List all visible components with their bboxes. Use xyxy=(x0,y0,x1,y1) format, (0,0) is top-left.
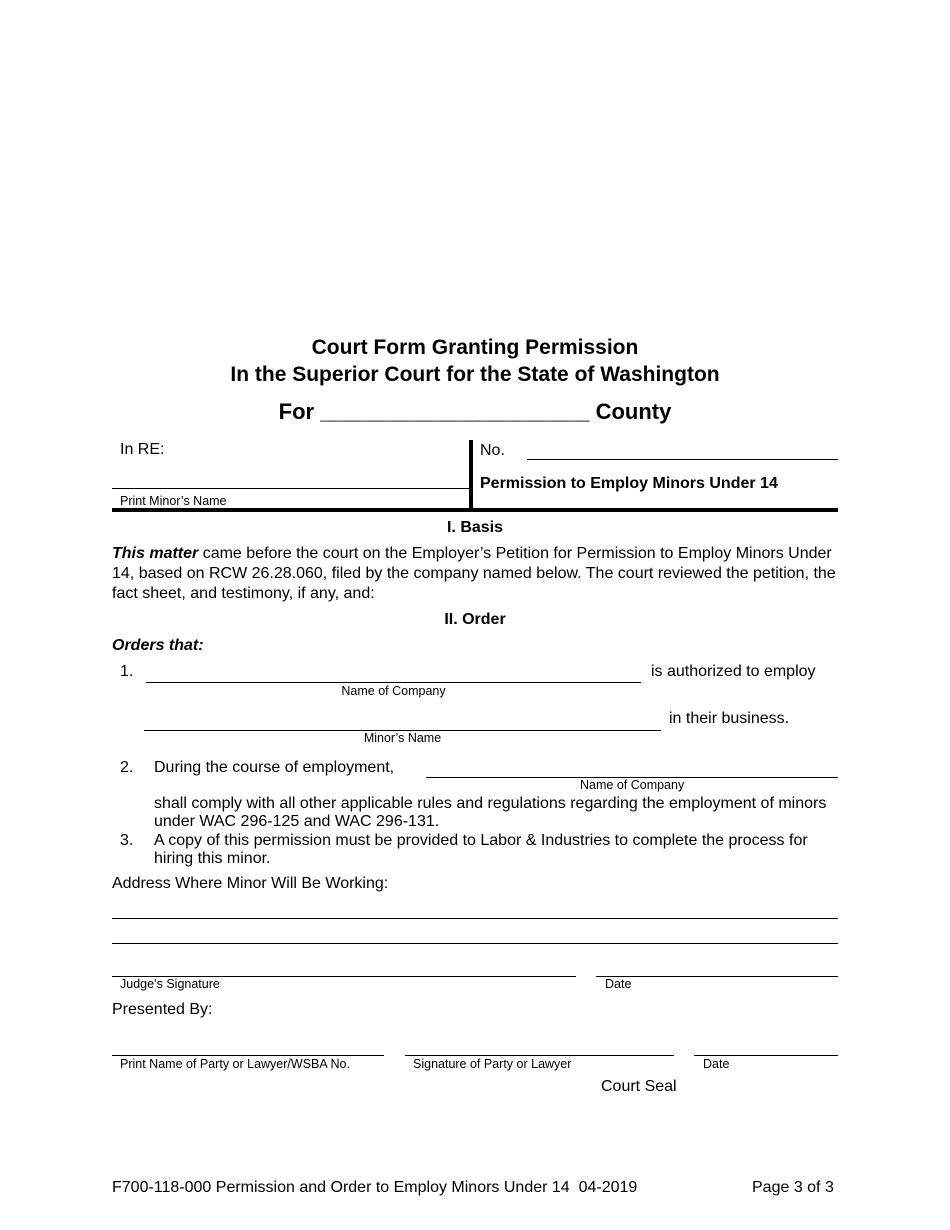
item1-company-line[interactable] xyxy=(146,682,641,683)
item1-minor-caption: Minor’s Name xyxy=(363,731,442,745)
basis-text: came before the court on the Employer’s Petition for Permission to Employ Minors Under 14, based on RCW 26.28.060, filed by the company named below. The court reviewed the petition, the fact sheet, and testimony, if any, and: xyxy=(112,545,836,602)
county-prefix: For xyxy=(278,399,315,424)
court-seal-label: Court Seal xyxy=(601,1078,677,1095)
footer-page-number: Page 3 of 3 xyxy=(752,1179,834,1196)
judge-date-line[interactable] xyxy=(596,976,838,977)
party-date-caption: Date xyxy=(703,1057,730,1071)
minor-name-caption: Print Minor’s Name xyxy=(120,494,227,508)
county-line xyxy=(0,399,950,425)
caption-divider xyxy=(469,440,473,510)
in-re-label: In RE: xyxy=(120,441,165,458)
item2-continue: shall comply with all other applicable rules and regulations regarding the employment of minors under WAC 296-125 and WAC 296-131. xyxy=(154,795,827,830)
orders-that-label: Orders that: xyxy=(112,637,204,654)
item3-text: A copy of this permission must be provided to Labor & Industries to complete the process for hiring this minor. xyxy=(154,832,808,867)
item1-tail: is authorized to employ xyxy=(651,663,816,680)
judge-signature-caption: Judge’s Signature xyxy=(120,977,220,991)
order-heading: II. Order xyxy=(444,611,506,628)
party-signature-caption: Signature of Party or Lawyer xyxy=(413,1057,572,1071)
caption-bottom-rule xyxy=(112,508,838,512)
item2-number: 2. xyxy=(120,759,134,776)
party-signature-line[interactable] xyxy=(405,1055,674,1056)
item2-company-caption: Name of Company xyxy=(580,778,685,792)
item1-company-caption: Name of Company xyxy=(341,684,446,698)
party-name-caption: Print Name of Party or Lawyer/WSBA No. xyxy=(120,1057,350,1071)
item1-line2-tail: in their business. xyxy=(669,710,790,727)
county-suffix: County xyxy=(595,399,672,424)
minor-name-line[interactable] xyxy=(112,488,469,489)
footer-form-id: F700-118-000 Permission and Order to Employ Minors Under 14 04-2019 xyxy=(112,1179,638,1196)
county-blank[interactable]: ______________________ xyxy=(320,399,590,424)
presented-by-label: Presented By: xyxy=(112,1001,213,1018)
item3-number: 3. xyxy=(120,832,134,849)
case-title: Permission to Employ Minors Under 14 xyxy=(480,475,778,492)
item1-number: 1. xyxy=(120,663,134,680)
court-title: In the Superior Court for the State of Washington xyxy=(230,363,720,386)
address-line-2[interactable] xyxy=(112,943,838,944)
case-no-label: No. xyxy=(480,442,505,459)
item2-text: During the course of employment, xyxy=(154,759,395,776)
basis-paragraph xyxy=(112,544,838,604)
party-name-line[interactable] xyxy=(112,1055,384,1056)
address-line-1[interactable] xyxy=(112,918,838,919)
party-date-line[interactable] xyxy=(694,1055,838,1056)
address-label: Address Where Minor Will Be Working: xyxy=(112,875,389,892)
basis-heading: I. Basis xyxy=(446,519,504,536)
case-no-line[interactable] xyxy=(527,459,838,460)
basis-lead: This matter xyxy=(112,545,199,562)
judge-date-caption: Date xyxy=(605,977,632,991)
form-title: Court Form Granting Permission xyxy=(311,336,639,359)
